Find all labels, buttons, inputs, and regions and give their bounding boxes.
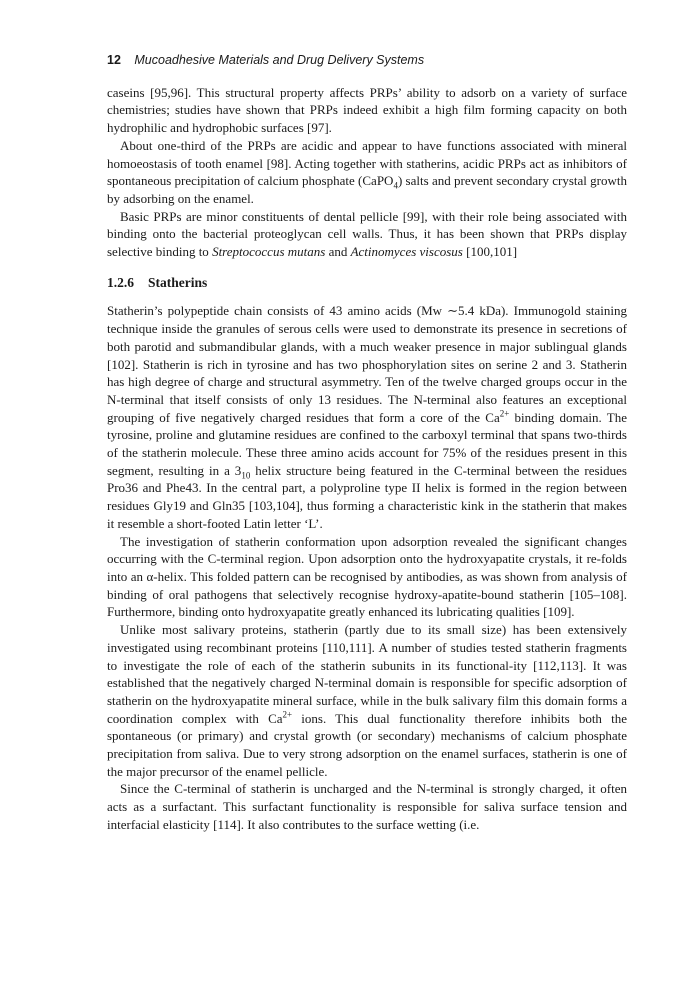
paragraph xyxy=(107,208,627,261)
text-run: caseins [95,96]. This structural property affects PRPs’ ability to adsorb on a variety of surface chemistries; studies have shown that PRPs indeed exhibit a high film forming capacity on both hydrophilic and hydrophobic surfaces [97]. xyxy=(107,84,627,136)
subscript-text: 4 xyxy=(393,180,398,191)
paragraph xyxy=(107,533,627,622)
running-header xyxy=(107,52,627,70)
text-run: Unlike most salivary proteins, statherin (partly due to its small size) has been extensively investigated using recombinant proteins [110,111]. A number of studies tested statherin fragments to investigate the role of each of the statherin subunits in its functional-ity [112,113]. It was established that the negatively charged N-terminal domain is responsible for specific adsorption of statherin on the hydroxyapatite mineral surface, while in the bulk salivary film this domain forms a coordination complex with Ca xyxy=(107,622,627,726)
text-run: About one-third of the PRPs are acidic and appear to have functions associated with mineral homoeostasis of tooth enamel [98]. Acting together with statherins, acidic PRPs act as inhibitors of spontaneous precipitation of calcium phosphate (CaPO xyxy=(107,137,627,189)
superscript-text: 2+ xyxy=(499,408,510,419)
text-run: ions. This dual functionality therefore inhibits both the spontaneous (or primary) and crystal growth (or secondary) mechanisms of calcium phosphate precipitation from saliva. Due to very strong adsorption on the enamel surfaces, statherin is one of the major precursor of the enamel pellicle. xyxy=(107,710,627,779)
italic-text: Streptococcus mutans xyxy=(212,244,326,260)
body-text-before-section xyxy=(107,84,627,261)
text-run: Statherin’s polypeptide chain consists of 43 amino acids (Mw ∼5.4 kDa). Immunogold staining technique inside the granules of serous cells were used to demonstrate its presence in secretions of both parotid and submandibular glands, with a much weaker presence in major sublingual glands [102]. Statherin is rich in tyrosine and has two phosphorylation sites on serine 2 and 3. Statherin has high degree of charge and structural asymmetry. Ten of the twelve charged groups occur in the N-terminal that itself consists of only 13 residues. The N-terminal also features an exceptional grouping of five negatively charged residues that form a core of the Ca xyxy=(107,303,627,425)
paragraph xyxy=(107,302,627,532)
subscript-text: 10 xyxy=(241,470,251,481)
book-title: Mucoadhesive Materials and Drug Delivery Systems xyxy=(134,53,425,67)
paragraph xyxy=(107,621,627,780)
text-run: [100,101] xyxy=(462,244,518,260)
text-run: binding domain. The tyrosine, proline and glutamine residues are confined to the carboxyl terminal that spans two-thirds of the statherin molecule. These three amino acids account for 75% of the residues present in this segment, resulting in a 3 xyxy=(107,409,627,478)
paragraph xyxy=(107,137,627,208)
section-title: Statherins xyxy=(148,274,208,290)
paragraph xyxy=(107,84,627,137)
page-number: 12 xyxy=(107,53,121,67)
text-run: Since the C-terminal of statherin is uncharged and the N-terminal is strongly charged, it often acts as a surfactant. This surfactant functionality is responsible for saliva surface tension and interfacial elasticity [114]. It also contributes to the surface wetting (i.e. xyxy=(107,781,627,832)
text-run: helix structure being featured in the C-terminal between the residues Pro36 and Phe43. In the central part, a polyproline type II helix is formed in the region between residues Gly19 and Gln35 [103,104], thus forming a characteristic kink in the statherin that makes it resemble a short-footed Latin letter ‘L’. xyxy=(107,462,627,531)
section-number: 1.2.6 xyxy=(107,274,134,290)
text-run: The investigation of statherin conformation upon adsorption revealed the significant changes occurring with the C-terminal region. Upon adsorption onto the hydroxyapatite crystals, it re-folds into an α-helix. This folded pattern can be recognised by antibodies, as was shown from analysis of binding of oral pathogens that selectively recognise hydroxy-apatite-bound statherin [105–108]. Furthermore, binding onto hydroxyapatite greatly enhanced its lubricating qualities [109]. xyxy=(107,533,627,620)
paragraph xyxy=(107,780,627,833)
document-page xyxy=(107,52,627,834)
superscript-text: 2+ xyxy=(282,709,293,720)
text-run: Basic PRPs are minor constituents of dental pellicle [99], with their role being associated with binding onto the bacterial proteoglycan cell walls. Thus, it has been shown that PRPs display selective binding to xyxy=(107,208,627,260)
section-heading xyxy=(107,274,627,292)
text-run: ) salts and prevent secondary crystal growth by adsorbing on the enamel. xyxy=(107,173,628,206)
italic-text: Actinomyces viscosus xyxy=(350,244,463,260)
text-run: and xyxy=(325,244,351,260)
body-text-after-section xyxy=(107,302,627,833)
